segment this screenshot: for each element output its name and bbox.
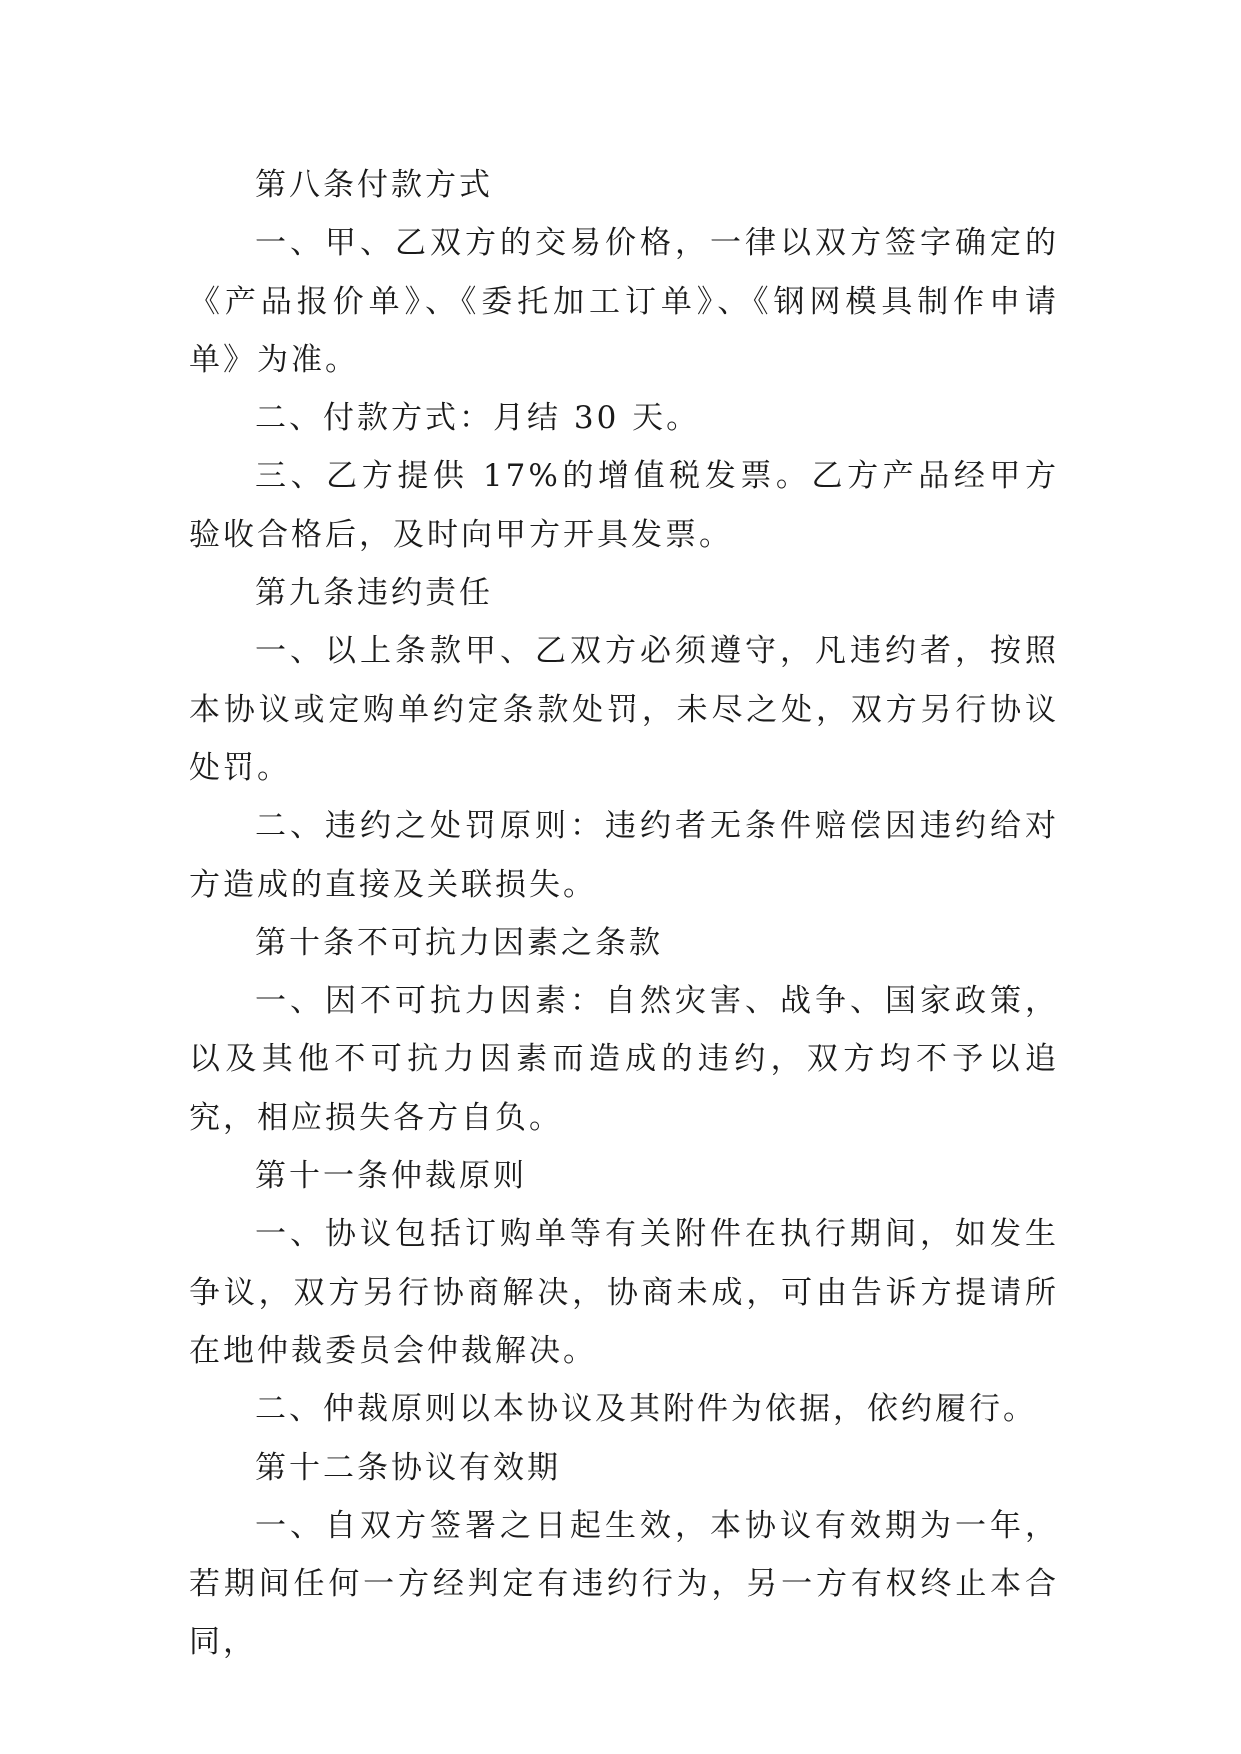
article-11-clause-2: 二、仲裁原则以本协议及其附件为依据，依约履行。 xyxy=(255,1391,1037,1428)
article-12-clause-1: 一、自双方签署之日起生效，本协议有效期为一年，若期间任何一方经判定有违约行为，另一方有权终止本合同， xyxy=(189,1507,1059,1661)
article-11-heading: 第十一条仲裁原则 xyxy=(255,1158,527,1195)
article-9-clause-1: 一、以上条款甲、乙双方必须遵守，凡违约者，按照本协议或定购单约定条款处罚，未尽之处，双方另行协议处罚。 xyxy=(189,633,1059,786)
article-8-clause-3: 三、乙方提供 17%的增值税发票。乙方产品经甲方验收合格后，及时向甲方开具发票。 xyxy=(189,458,1059,553)
article-9-heading: 第九条违约责任 xyxy=(255,575,493,612)
document-body xyxy=(189,156,1059,1672)
article-10-clause-1: 一、因不可抗力因素：自然灾害、战争、国家政策，以及其他不可抗力因素而造成的违约，双方均不予以追究，相应损失各方自负。 xyxy=(189,983,1059,1136)
article-9-clause-2: 二、违约之处罚原则：违约者无条件赔偿因违约给对方造成的直接及关联损失。 xyxy=(189,808,1059,903)
article-10-heading: 第十条不可抗力因素之条款 xyxy=(255,924,663,961)
article-11-clause-1: 一、协议包括订购单等有关附件在执行期间，如发生争议，双方另行协商解决，协商未成，可由告诉方提请所在地仲裁委员会仲裁解决。 xyxy=(189,1216,1059,1369)
article-8-clause-2: 二、付款方式：月结 30 天。 xyxy=(255,400,701,437)
article-8-heading: 第八条付款方式 xyxy=(255,167,493,203)
article-8-clause-1: 一、甲、乙双方的交易价格，一律以双方签字确定的《产品报价单》、《委托加工订单》、《钢网模具制作申请单》为准。 xyxy=(189,225,1059,378)
article-12-heading: 第十二条协议有效期 xyxy=(255,1449,561,1486)
